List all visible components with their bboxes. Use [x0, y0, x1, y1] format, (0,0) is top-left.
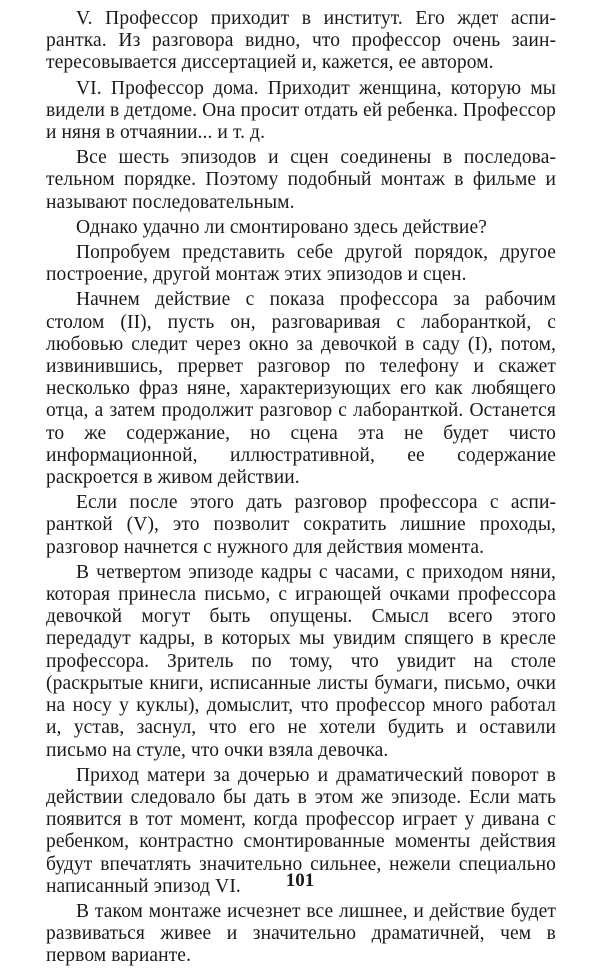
- paragraph-question: Однако удачно ли смонтировано здесь действие?: [76, 216, 487, 238]
- page-body: [46, 8, 556, 971]
- paragraph-postgrad-talk: Если после этого дать разговор профессора с аспиранткой (V), это позволит сократить лишние проходы, разговор начнется с нужного для действия момента.: [46, 492, 556, 558]
- paragraph-scene-v: V. Профессор приходит в институт. Его ждет аспирантка. Из разговора видно, что профессор очень заинтересовывается диссертацией и, кажется, ее автором.: [46, 8, 556, 74]
- page-number: 101: [285, 870, 315, 891]
- paragraph-mother-arrives: Приход матери за дочерью и драматический поворот в действии следовало бы дать в этом же эпизоде. Если мать появится в тот момент, когда профессор играет у дивана с ребенком, контрастно смонтированные моменты действия будут впечатлять значительно сильнее, нежели специально написанный эпизод VI.: [46, 764, 556, 897]
- paragraph-another-order: Попробуем представить себе другой порядок, другое построение, другой монтаж этих эпизодов и сцен.: [46, 242, 556, 286]
- paragraph-sequential-montage: Все шесть эпизодов и сцен соединены в последовательном порядке. Поэтому подобный монтаж в фильме и называют последовательным.: [46, 147, 556, 213]
- paragraph-fourth-episode: В четвертом эпизоде кадры с часами, с приходом няни, которая принесла письмо, с играющей очками профессора девочкой могут быть опущены. Смысл всего этого передадут кадры, в которых мы увидим спящего в кресле профессора. Зритель по тому, что увидит на столе (раскрытые книги, исписанные листы бумаги, письмо, очки на носу у куклы), домыслит, что профессор много работал и, устав, заснул, что его не хотели будить и оставили письмо на стуле, что очки взяла девочка.: [46, 561, 556, 761]
- paragraph-scene-vi: VI. Профессор дома. Приходит женщина, которую мы видели в детдоме. Она просит отдать ей ребенка. Профессор и няня в отчаянии... и т. д.: [46, 77, 556, 144]
- paragraph-conclusion: В таком монтаже исчезнет все лишнее, и действие будет развиваться живее и значительно драматичней, чем в первом варианте.: [46, 900, 556, 967]
- paragraph-start-action: Начнем действие с показа профессора за рабочим столом (II), пусть он, разговаривая с лаборанткой, с любовью следит через окно за девочкой в саду (I), потом, извинившись, прервет разговор по телефону и скажет несколько фраз няне, характеризующих его как любящего отца, а затем продолжит разговор с лаборанткой. Останется то же содержание, но сцена эта не будет чисто информационной, иллюстративной, ее содержание раскроется в живом действии.: [46, 289, 556, 489]
